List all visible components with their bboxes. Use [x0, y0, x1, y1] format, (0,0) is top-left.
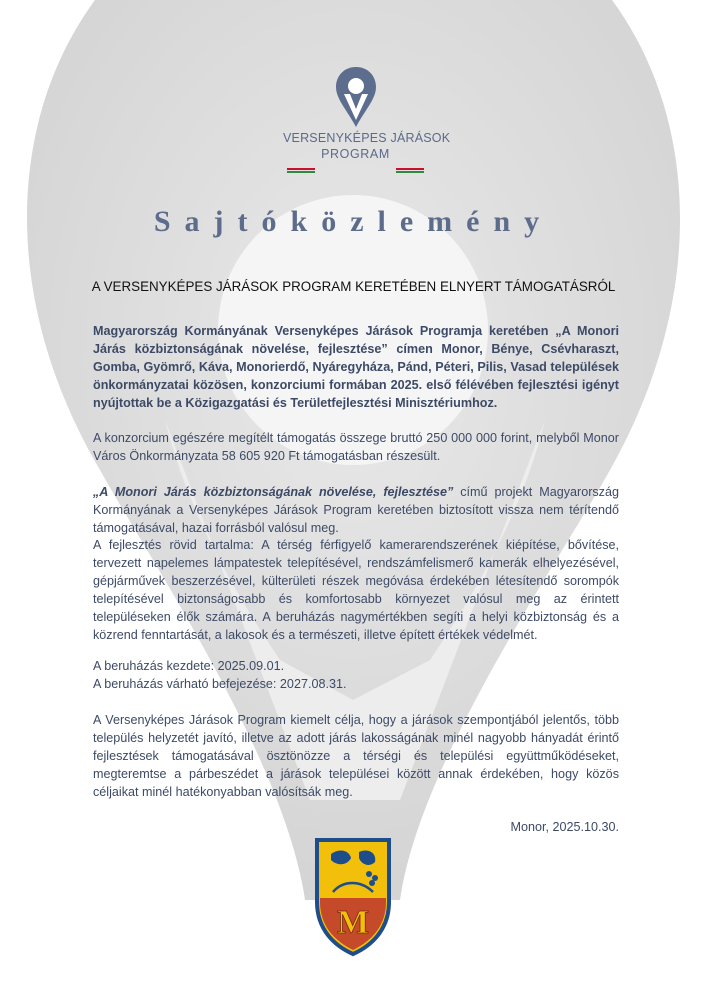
intro-paragraph: Magyarország Kormányának Versenyképes Járások Programja keretében „A Monori Járás közbiztonságának növelése, fejlesztése” címen Monor, Bénye, Csévharaszt, Gomba, Gyömrő, Káva, Monorierdő, Nyáregyháza, Pánd, Péteri, Pilis, Vasad települések önkormányzatai közösen, konzorciumi formában 2025. első félévében fejlesztési igényt nyújtottak be a Közigazgatási és Területfejlesztési Minisztériumhoz.: [93, 324, 619, 410]
svg-text:M: M: [336, 904, 370, 941]
goal-paragraph: A Versenyképes Járások Program kiemelt célja, hogy a járások szempontjából jelentős, több település helyzetét javító, illetve az adott járás lakosságának minél nagyobb hányadát érintő fejlesztések támogatásával ösztönözze a térségi és települési együttműködéseket, megteremtse a párbeszédet a járások települései között annak érdekében, hogy közös céljaikat minél hatékonyabban valósítsák meg.: [93, 713, 619, 799]
project-paragraph: [93, 484, 619, 538]
program-logo: [283, 66, 451, 161]
project-description: című projekt Magyarország Kormányának a Versenyképes Járások Program keretében biztosított vissza nem térítendő támogatásával, hazai forrásból valósul meg.: [93, 485, 619, 535]
document-subtitle: A VERSENYKÉPES JÁRÁSOK PROGRAM KERETÉBEN ELNYERT TÁMOGATÁSRÓL: [91, 279, 616, 294]
flag-stripes-right: [396, 168, 424, 174]
document-title: Sajtóközlemény: [153, 205, 554, 238]
location-pin-icon: [334, 66, 378, 128]
start-date: A beruházás kezdete: 2025.09.01.: [93, 659, 285, 673]
monor-crest-icon: [303, 836, 403, 958]
project-title: „A Monori Járás közbiztonságának növelése, fejlesztése”: [93, 485, 454, 499]
end-date: A beruházás várható befejezése: 2027.08.31.: [93, 677, 347, 691]
logo-text-line2: PROGRAM: [321, 147, 390, 161]
flag-stripes-left: [287, 168, 315, 174]
place-date-signature: Monor, 2025.10.30.: [510, 820, 619, 834]
logo-text-line1: VERSENYKÉPES JÁRÁSOK: [283, 131, 451, 145]
funding-paragraph: A konzorcium egészére megítélt támogatás összege bruttó 250 000 000 forint, melyből Monor Város Önkormányzata 58 605 920 Ft támogatásban részesült.: [93, 431, 619, 463]
content-paragraph: A fejlesztés rövid tartalma: A térség férfigyelő kamerarendszerének kiépítése, bővítése, tervezett napelemes lámpatestek telepítésével, rendszámfelismerő kamerák elhelyezésével, gépjárművek beszerzésével, külterületi részek megóvása érdekében létesítendő sorompók telepítésével biztonságosabb és komfortosabb környezet valósul meg az érintett településeken élők számára. A beruházás nagymértékben segíti a helyi közbiztonság és a közrend fenntartását, a lakosok és a természeti, illetve épített értékek védelmét.: [93, 538, 619, 642]
